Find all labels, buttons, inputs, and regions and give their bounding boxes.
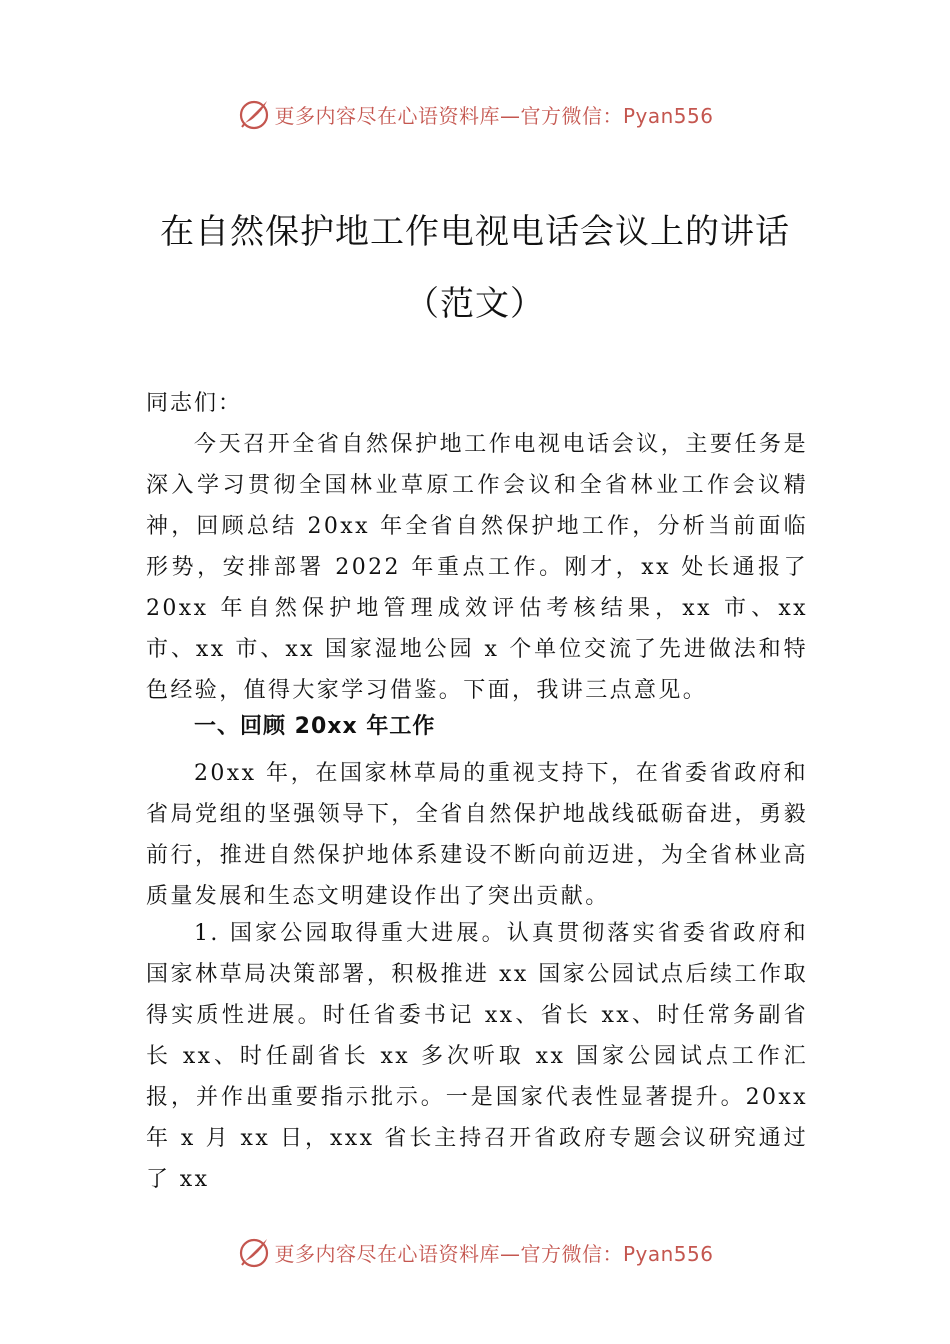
paragraph-intro: 今天召开全省自然保护地工作电视电话会议，主要任务是深入学习贯彻全国林业草原工作会议和全省林业工作会议精神，回顾总结 20xx 年全省自然保护地工作，分析当前面临形势，安排部署 2022 年重点工作。刚才，xx 处长通报了 20xx 年自然保护地管理成效评估考核结果，xx 市、xx 市、xx 市、xx 国家湿地公园 x 个单位交流了先进做法和特色经验，值得大家学习借鉴。下面，我讲三点意见。 (146, 432, 808, 703)
quill-pen-logo-icon (236, 96, 272, 132)
paragraph-review: 20xx 年，在国家林草局的重视支持下，在省委省政府和省局党组的坚强领导下，全省自然保护地战线砥砺奋进，勇毅前行，推进自然保护地体系建设不断向前迈进，为全省林业高质量发展和生态文明建设作出了突出贡献。 (146, 761, 808, 909)
paragraph-national-park: 1. 国家公园取得重大进展。认真贯彻落实省委省政府和国家林草局决策部署，积极推进 xx 国家公园试点后续工作取得实质性进展。时任省委书记 xx、省长 xx、时任常务副省长 xx、时任副省长 xx 多次听取 xx 国家公园试点工作汇报，并作出重要指示批示。一是国家代表性显著提升。20xx 年 x 月 xx 日，xxx 省长主持召开省政府专题会议研究通过了 xx (146, 921, 808, 1192)
watermark-text: 更多内容尽在心语资料库—官方微信：Pyan556 (274, 103, 714, 128)
section-heading-1: 一、回顾 20xx 年工作 (194, 714, 436, 739)
watermark-footer (0, 1232, 950, 1272)
document-subtitle: （范文） (405, 284, 545, 324)
watermark-header (0, 94, 950, 134)
document-title: 在自然保护地工作电视电话会议上的讲话 (160, 212, 790, 252)
watermark-text: 更多内容尽在心语资料库—官方微信：Pyan556 (274, 1241, 714, 1266)
quill-pen-logo-icon (236, 1234, 272, 1270)
salutation: 同志们： (146, 391, 243, 416)
